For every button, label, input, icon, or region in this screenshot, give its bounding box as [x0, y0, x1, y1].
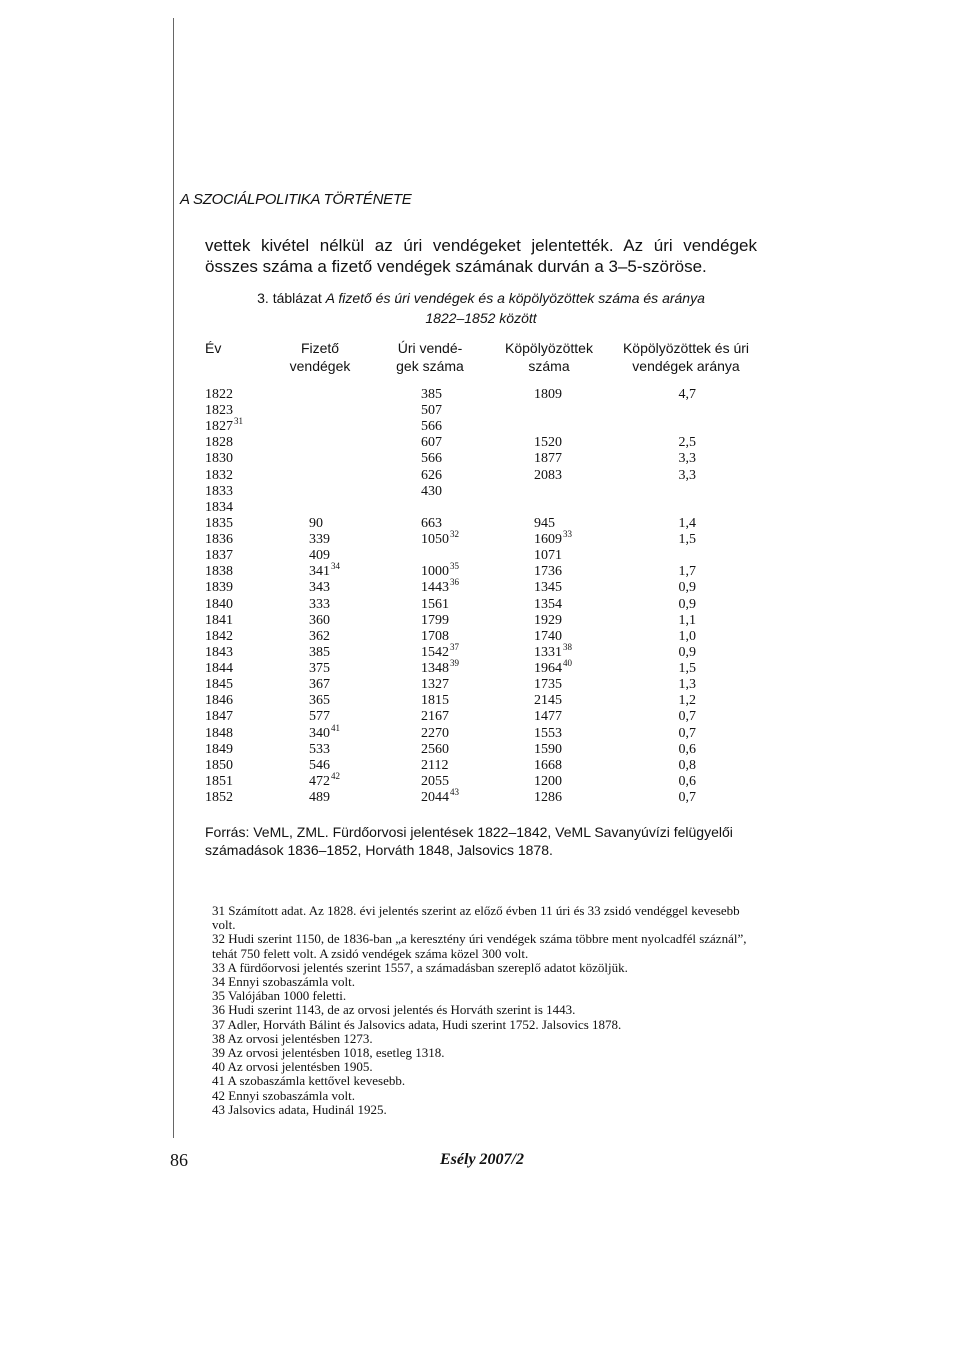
- table-cell-pay: [309, 484, 310, 500]
- table-cell-ratio: 0,6: [678, 741, 696, 757]
- table-cell-uri: 1327: [421, 677, 449, 693]
- table-source: Forrás: VeML, ZML. Fürdőorvosi jelentések 1822–1842, VeML Savanyúvízi felügyelői számadások 1836–1852, Horváth 1848, Jalsovics 1878.: [205, 824, 733, 858]
- table-cell-pay: $341^{34}$: [309, 561, 340, 580]
- table-cell-year: 1823: [205, 403, 233, 419]
- table-row: [0, 548, 960, 564]
- table-cell-pay: [309, 500, 310, 516]
- table-cell-uri: 1708: [421, 628, 449, 644]
- table-row: [0, 516, 960, 532]
- table-cell-uri: 507: [421, 403, 442, 419]
- table-cell-pay: 409: [309, 548, 330, 564]
- table-cell-ratio: 1,0: [678, 628, 696, 644]
- table-cell-ratio: 1,5: [678, 532, 696, 548]
- table-cell-pay: 375: [309, 661, 330, 677]
- table-cell-pay: 90: [309, 515, 323, 531]
- table-cell-pay: $340^{41}$: [309, 722, 340, 741]
- table-cell-pay: [309, 435, 310, 451]
- table-cell-ratio: 1,4: [678, 515, 696, 531]
- table-cell-ratio: 1,1: [678, 612, 696, 628]
- table-cell-uri: 1799: [421, 612, 449, 628]
- footnote: 41 A szobaszámla kettővel kevesebb.: [212, 1073, 406, 1089]
- table-cell-year: 1827$^{31}$: [205, 416, 243, 435]
- footnote: 42 Ennyi szobaszámla volt.: [212, 1087, 355, 1103]
- table-cell-pay: [309, 419, 310, 435]
- footnote: 34 Ennyi szobaszámla volt.: [212, 974, 355, 990]
- page-number: 86: [170, 1150, 188, 1170]
- table-cell-year: 1837: [205, 548, 233, 564]
- table-cell-ratio: 3,3: [678, 451, 696, 467]
- column-header-paying-guests: Fizető vendégek: [289, 340, 351, 374]
- table-cell-year: 1841: [205, 612, 233, 628]
- table-row: [0, 468, 960, 484]
- footnote-ref: 33: [563, 529, 572, 540]
- table-cell-kop: 1200: [534, 773, 562, 789]
- table-row: [0, 451, 960, 467]
- table-cell-kop: 1345: [534, 580, 562, 596]
- table-cell-uri: [421, 548, 422, 564]
- table-cell-kop: 2083: [534, 467, 562, 483]
- table-cell-ratio: 3,3: [678, 467, 696, 483]
- table-cell-uri: 2044$^{43}$: [421, 787, 459, 805]
- table-cell-year: 1839: [205, 580, 233, 596]
- footnote: 40 Az orvosi jelentésben 1905.: [212, 1059, 373, 1075]
- footnote: 37 Adler, Horváth Bálint és Jalsovics adata, Hudi szerint 1752. Jalsovics 1878.: [212, 1016, 622, 1032]
- footnote-ref: 34: [331, 561, 340, 572]
- table-cell-kop: 1668: [534, 757, 562, 773]
- table-cell-pay: 385: [309, 644, 330, 660]
- table-cell-ratio: 0,9: [678, 580, 696, 596]
- table-cell-ratio: 2,5: [678, 435, 696, 451]
- table-cell-year: 1852: [205, 790, 233, 805]
- table-cell-uri: 2270: [421, 725, 449, 741]
- table-cell-year: 1838: [205, 564, 233, 580]
- footnote: 43 Jalsovics adata, Hudinál 1925.: [212, 1101, 387, 1117]
- table-cell-kop: 1071: [534, 548, 562, 564]
- journal-footer: Esély 2007/2: [440, 1151, 524, 1168]
- table-cell-year: 1836: [205, 532, 233, 548]
- table-cell-pay: [309, 403, 310, 419]
- table-cell-year: 1847: [205, 709, 233, 725]
- footnote: 39 Az orvosi jelentésben 1018, esetleg 1318.: [212, 1045, 445, 1061]
- table-cell-pay: 577: [309, 709, 330, 725]
- table-cell-pay: [309, 468, 310, 484]
- table-cell-kop: 1929: [534, 612, 562, 628]
- table-cell-kop: 1964$^{40}$: [534, 658, 572, 677]
- table-cell-year: 1850: [205, 757, 233, 773]
- table-cell-pay: 333: [309, 596, 330, 612]
- column-header-gentry-guests: Úri vendé- gek száma: [396, 340, 464, 374]
- table-row: [0, 577, 960, 596]
- intro-line-2: összes száma a fizető vendégek számának durván a 3–5-szöröse.: [205, 257, 707, 276]
- table-cell-uri: 1542$^{37}$: [421, 641, 459, 660]
- table-label: 3. táblázat: [257, 290, 322, 306]
- table-cell-uri: 1815: [421, 693, 449, 709]
- table-cell-uri: 566: [421, 451, 442, 467]
- table-cell-kop: 1736: [534, 564, 562, 580]
- footnotes: [205, 904, 757, 1117]
- table-cell-uri: 385: [421, 387, 442, 402]
- table-cell-ratio: 1,5: [678, 661, 696, 677]
- table-cell-ratio: 0,8: [678, 757, 696, 773]
- table-cell-year: 1849: [205, 741, 233, 757]
- table-row: [0, 529, 960, 548]
- table-cell-kop: 1740: [534, 628, 562, 644]
- table-row: [0, 416, 960, 435]
- footnote-ref: 37: [450, 641, 459, 652]
- table-subtitle: 1822–1852 között: [425, 310, 537, 326]
- table-row: [0, 597, 960, 613]
- table-cell-pay: $472^{42}$: [309, 770, 340, 789]
- table-cell-year: 1842: [205, 628, 233, 644]
- table-cell-ratio: 0,7: [678, 709, 696, 725]
- footnote-ref: 39: [450, 658, 459, 669]
- table-cell-year: 1840: [205, 596, 233, 612]
- table-cell-ratio: 0,9: [678, 644, 696, 660]
- table-cell-uri: 607: [421, 435, 442, 451]
- table-cell-pay: 367: [309, 677, 330, 693]
- footnote-ref: 41: [331, 722, 340, 733]
- table-cell-year: 1833: [205, 483, 233, 499]
- footnote: 35 Valójában 1000 feletti.: [212, 988, 347, 1004]
- column-header-year: Év: [205, 340, 222, 356]
- table-cell-uri: 566: [421, 419, 442, 435]
- footnote-ref: 43: [450, 787, 459, 797]
- table-cell-kop: 945: [534, 515, 555, 531]
- footnote-ref: 40: [563, 658, 572, 669]
- table-cell-year: 1835: [205, 515, 233, 531]
- table-row: [0, 387, 960, 403]
- table-cell-pay: 339: [309, 532, 330, 548]
- table-cell-uri: 626: [421, 467, 442, 483]
- table-cell-year: 1848: [205, 725, 233, 741]
- table-row: [0, 500, 960, 516]
- footnote-ref: 36: [450, 577, 459, 588]
- table-cell-ratio: 4,7: [678, 387, 696, 402]
- table-row: [0, 435, 960, 451]
- table-cell-kop: 1735: [534, 677, 562, 693]
- column-header-ratio: Köpölyözöttek és úri vendégek aránya: [622, 340, 750, 374]
- footnote: 36 Hudi szerint 1143, de az orvosi jelentés és Horváth szerint is 1443.: [212, 1002, 576, 1018]
- table-cell-uri: 663: [421, 515, 442, 531]
- table-row: [0, 770, 960, 790]
- footnote-ref: 35: [450, 561, 459, 572]
- table-row: [0, 709, 960, 725]
- table-cell-kop: [534, 500, 535, 516]
- table-cell-ratio: 0,7: [678, 725, 696, 741]
- table-cell-kop: 1286: [534, 790, 562, 805]
- table-cell-kop: 1331$^{38}$: [534, 641, 572, 660]
- running-head: A SZOCIÁLPOLITIKA TÖRTÉNETE: [180, 191, 412, 208]
- table-row: [0, 629, 960, 645]
- table-cell-ratio: 0,6: [678, 773, 696, 789]
- table-cell-kop: 1354: [534, 596, 562, 612]
- intro-line-1: vettek kivétel nélkül az úri vendégeket jelentették. Az úri vendégek: [205, 236, 757, 255]
- table-cell-year: 1844: [205, 661, 233, 677]
- table-caption: [205, 288, 757, 328]
- column-header-cupped: Köpölyözöttek száma: [505, 340, 593, 374]
- table-row: [0, 693, 960, 709]
- table-cell-year: 1843: [205, 644, 233, 660]
- table-cell-kop: [534, 419, 535, 435]
- table-cell-kop: 1520: [534, 435, 562, 451]
- table-row: [0, 658, 960, 677]
- table-cell-ratio: 1,2: [678, 693, 696, 709]
- table-cell-ratio: 0,9: [678, 596, 696, 612]
- table-cell-uri: 1348$^{39}$: [421, 658, 459, 677]
- table-cell-pay: 489: [309, 790, 330, 805]
- table-cell-year: 1845: [205, 677, 233, 693]
- table-cell-uri: 1443$^{36}$: [421, 577, 459, 596]
- table-cell-kop: 1809: [534, 387, 562, 402]
- footnote-ref: 42: [331, 770, 340, 781]
- table-cell-uri: 1050$^{32}$: [421, 529, 459, 548]
- table-row: [0, 677, 960, 693]
- table-cell-uri: 2560: [421, 741, 449, 757]
- table-row: [0, 484, 960, 500]
- table-row: [0, 787, 960, 806]
- table-cell-kop: 1877: [534, 451, 562, 467]
- footnote: 38 Az orvosi jelentésben 1273.: [212, 1030, 373, 1046]
- table-cell-kop: 2145: [534, 693, 562, 709]
- footnote-ref: 38: [563, 641, 572, 652]
- table-cell-uri: [421, 500, 422, 516]
- table-cell-pay: 533: [309, 741, 330, 757]
- footnote-ref: 31: [234, 416, 243, 427]
- table-cell-pay: [309, 451, 310, 467]
- table-cell-year: 1828: [205, 435, 233, 451]
- table-cell-pay: 343: [309, 580, 330, 596]
- table-cell-ratio: 0,7: [678, 790, 696, 805]
- table-cell-uri: 2055: [421, 773, 449, 789]
- table-cell-ratio: 1,3: [678, 677, 696, 693]
- table-cell-pay: 365: [309, 693, 330, 709]
- table-cell-uri: 1561: [421, 596, 449, 612]
- table-cell-kop: 1553: [534, 725, 562, 741]
- intro-paragraph: [205, 235, 757, 277]
- table-cell-pay: 360: [309, 612, 330, 628]
- table-row: [0, 742, 960, 758]
- table-cell-ratio: 1,7: [678, 564, 696, 580]
- table-row: [0, 561, 960, 580]
- table-cell-uri: 430: [421, 483, 442, 499]
- table-cell-uri: 1000$^{35}$: [421, 561, 459, 580]
- table-cell-year: 1830: [205, 451, 233, 467]
- footnote: 32 Hudi szerint 1150, de 1836-ban „a keresztény úri vendégek száma többre ment nyolcadfél száznál”, tehát 750 felett volt. A zsidó vendégek száma közel 300 volt.: [212, 931, 747, 961]
- table-cell-year: 1846: [205, 693, 233, 709]
- table-cell-year: 1822: [205, 387, 233, 402]
- table-row: [0, 722, 960, 742]
- table-cell-pay: 546: [309, 757, 330, 773]
- table-cell-year: 1851: [205, 773, 233, 789]
- table-cell-kop: [534, 484, 535, 500]
- table-cell-uri: 2167: [421, 709, 449, 725]
- footnote: 31 Számított adat. Az 1828. évi jelentés szerint az előző évben 11 úri és 33 zsidó vendéggel kevesebb volt.: [212, 903, 740, 933]
- footnote: 33 A fürdőorvosi jelentés szerint 1557, a számadásban szereplő adatot közöljük.: [212, 959, 628, 975]
- table-cell-year: 1834: [205, 499, 233, 515]
- footnote-ref: 32: [450, 529, 459, 540]
- table-row: [0, 641, 960, 661]
- table-cell-uri: 2112: [421, 757, 449, 773]
- table-cell-kop: 1590: [534, 741, 562, 757]
- table-cell-kop: [534, 403, 535, 419]
- table-row: [0, 613, 960, 629]
- table-cell-kop: 1609$^{33}$: [534, 529, 572, 548]
- table-cell-pay: 362: [309, 628, 330, 644]
- table-row: [0, 758, 960, 774]
- table-cell-pay: [309, 387, 310, 403]
- table-row: [0, 403, 960, 419]
- table-cell-year: 1832: [205, 467, 233, 483]
- table-title: A fizető és úri vendégek és a köpölyözöttek száma és aránya: [325, 290, 705, 306]
- table-cell-kop: 1477: [534, 709, 562, 725]
